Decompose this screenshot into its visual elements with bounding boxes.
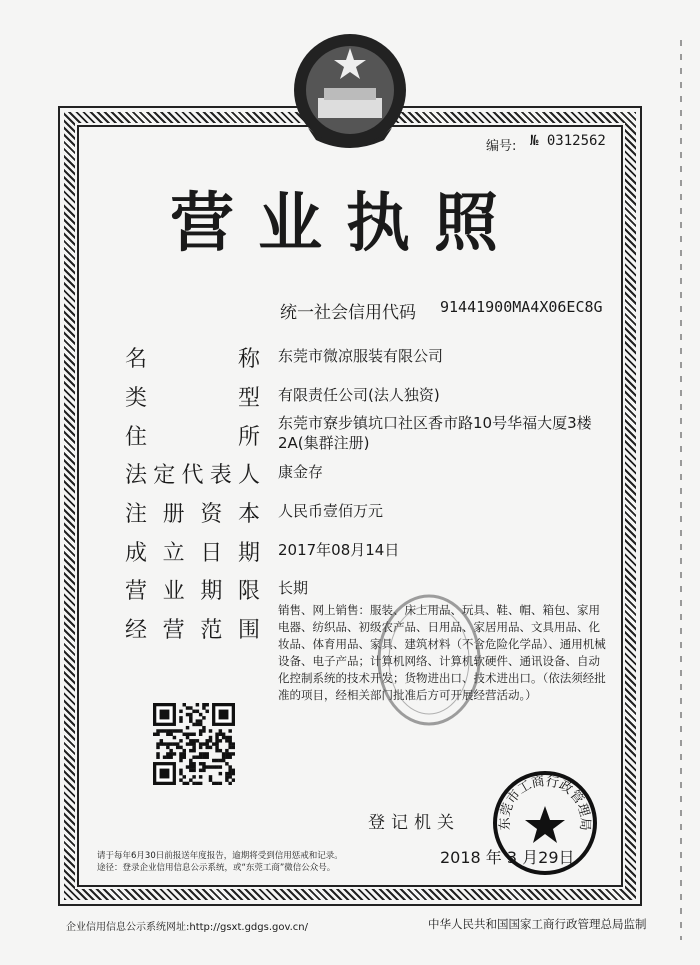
field-value-legal-rep: 康金存 bbox=[278, 463, 324, 481]
scan-edge bbox=[680, 40, 682, 940]
field-label-scope: 经营范围 bbox=[125, 618, 260, 643]
field-value-established: 2017年08月14日 bbox=[278, 541, 400, 559]
field-value-term: 长期 bbox=[278, 579, 309, 597]
field-label-established: 成立日期 bbox=[125, 541, 260, 566]
field-label-capital: 注册资本 bbox=[125, 502, 260, 527]
field-value-type: 有限责任公司(法人独资) bbox=[278, 386, 440, 404]
footnote-line2: 途径：登录企业信用信息公示系统，或“东莞工商”微信公众号。 bbox=[97, 863, 336, 873]
serial-label: 编号: bbox=[486, 139, 517, 154]
field-label-address: 住 所 bbox=[125, 425, 260, 450]
serial-number: № 0312562 bbox=[530, 133, 606, 149]
issuer-line: 中华人民共和国国家工商行政管理总局监制 bbox=[428, 917, 647, 931]
credit-code-label: 统一社会信用代码 bbox=[280, 303, 416, 323]
field-label-type: 类 型 bbox=[125, 386, 260, 411]
official-seal bbox=[490, 768, 600, 878]
document-title: 营业执照 bbox=[170, 187, 522, 261]
issue-date: 2018 年 3 月29日 bbox=[440, 848, 575, 867]
national-emblem-icon bbox=[288, 28, 412, 156]
field-label-term: 营业期限 bbox=[125, 579, 260, 604]
gsxt-url[interactable]: 企业信用信息公示系统网址:http://gsxt.gdgs.gov.cn/ bbox=[66, 922, 309, 933]
qr-code[interactable] bbox=[153, 703, 235, 785]
field-value-name: 东莞市微凉服装有限公司 bbox=[278, 347, 444, 365]
credit-code: 91441900MA4X06EC8G bbox=[440, 298, 603, 316]
field-value-scope: 销售、网上销售：服装、床上用品、玩具、鞋、帽、箱包、家用电器、纺织品、初级农产品、日用品、家居用品、文具用品、化妆品、体育用品、家具、建筑材料（不含危险化学品）、通用机械设备、电子产品；计算机网络、计算机软硬件、通讯设备、自动化控制系统的技术开发；货物进出口、技术进出口。（依法须经批准的项目，经相关部门批准后方可开展经营活动。） bbox=[278, 603, 606, 702]
field-label-legal-rep: 法定代表人 bbox=[125, 463, 260, 488]
field-label-name: 名 称 bbox=[125, 347, 260, 372]
svg-text:东莞市工商行政管理局: 东莞市工商行政管理局 bbox=[497, 774, 593, 832]
registration-authority-label: 登记机关 bbox=[368, 813, 460, 833]
field-value-address: 东莞市寮步镇坑口社区香市路10号华福大厦3楼2A(集群注册) bbox=[278, 414, 592, 452]
field-value-capital: 人民币壹佰万元 bbox=[278, 502, 384, 520]
faint-seal-stamp bbox=[374, 590, 484, 730]
footnote-line1: 请于每年6月30日前报送年度报告，逾期将受到信用惩戒和记录。 bbox=[97, 851, 343, 861]
